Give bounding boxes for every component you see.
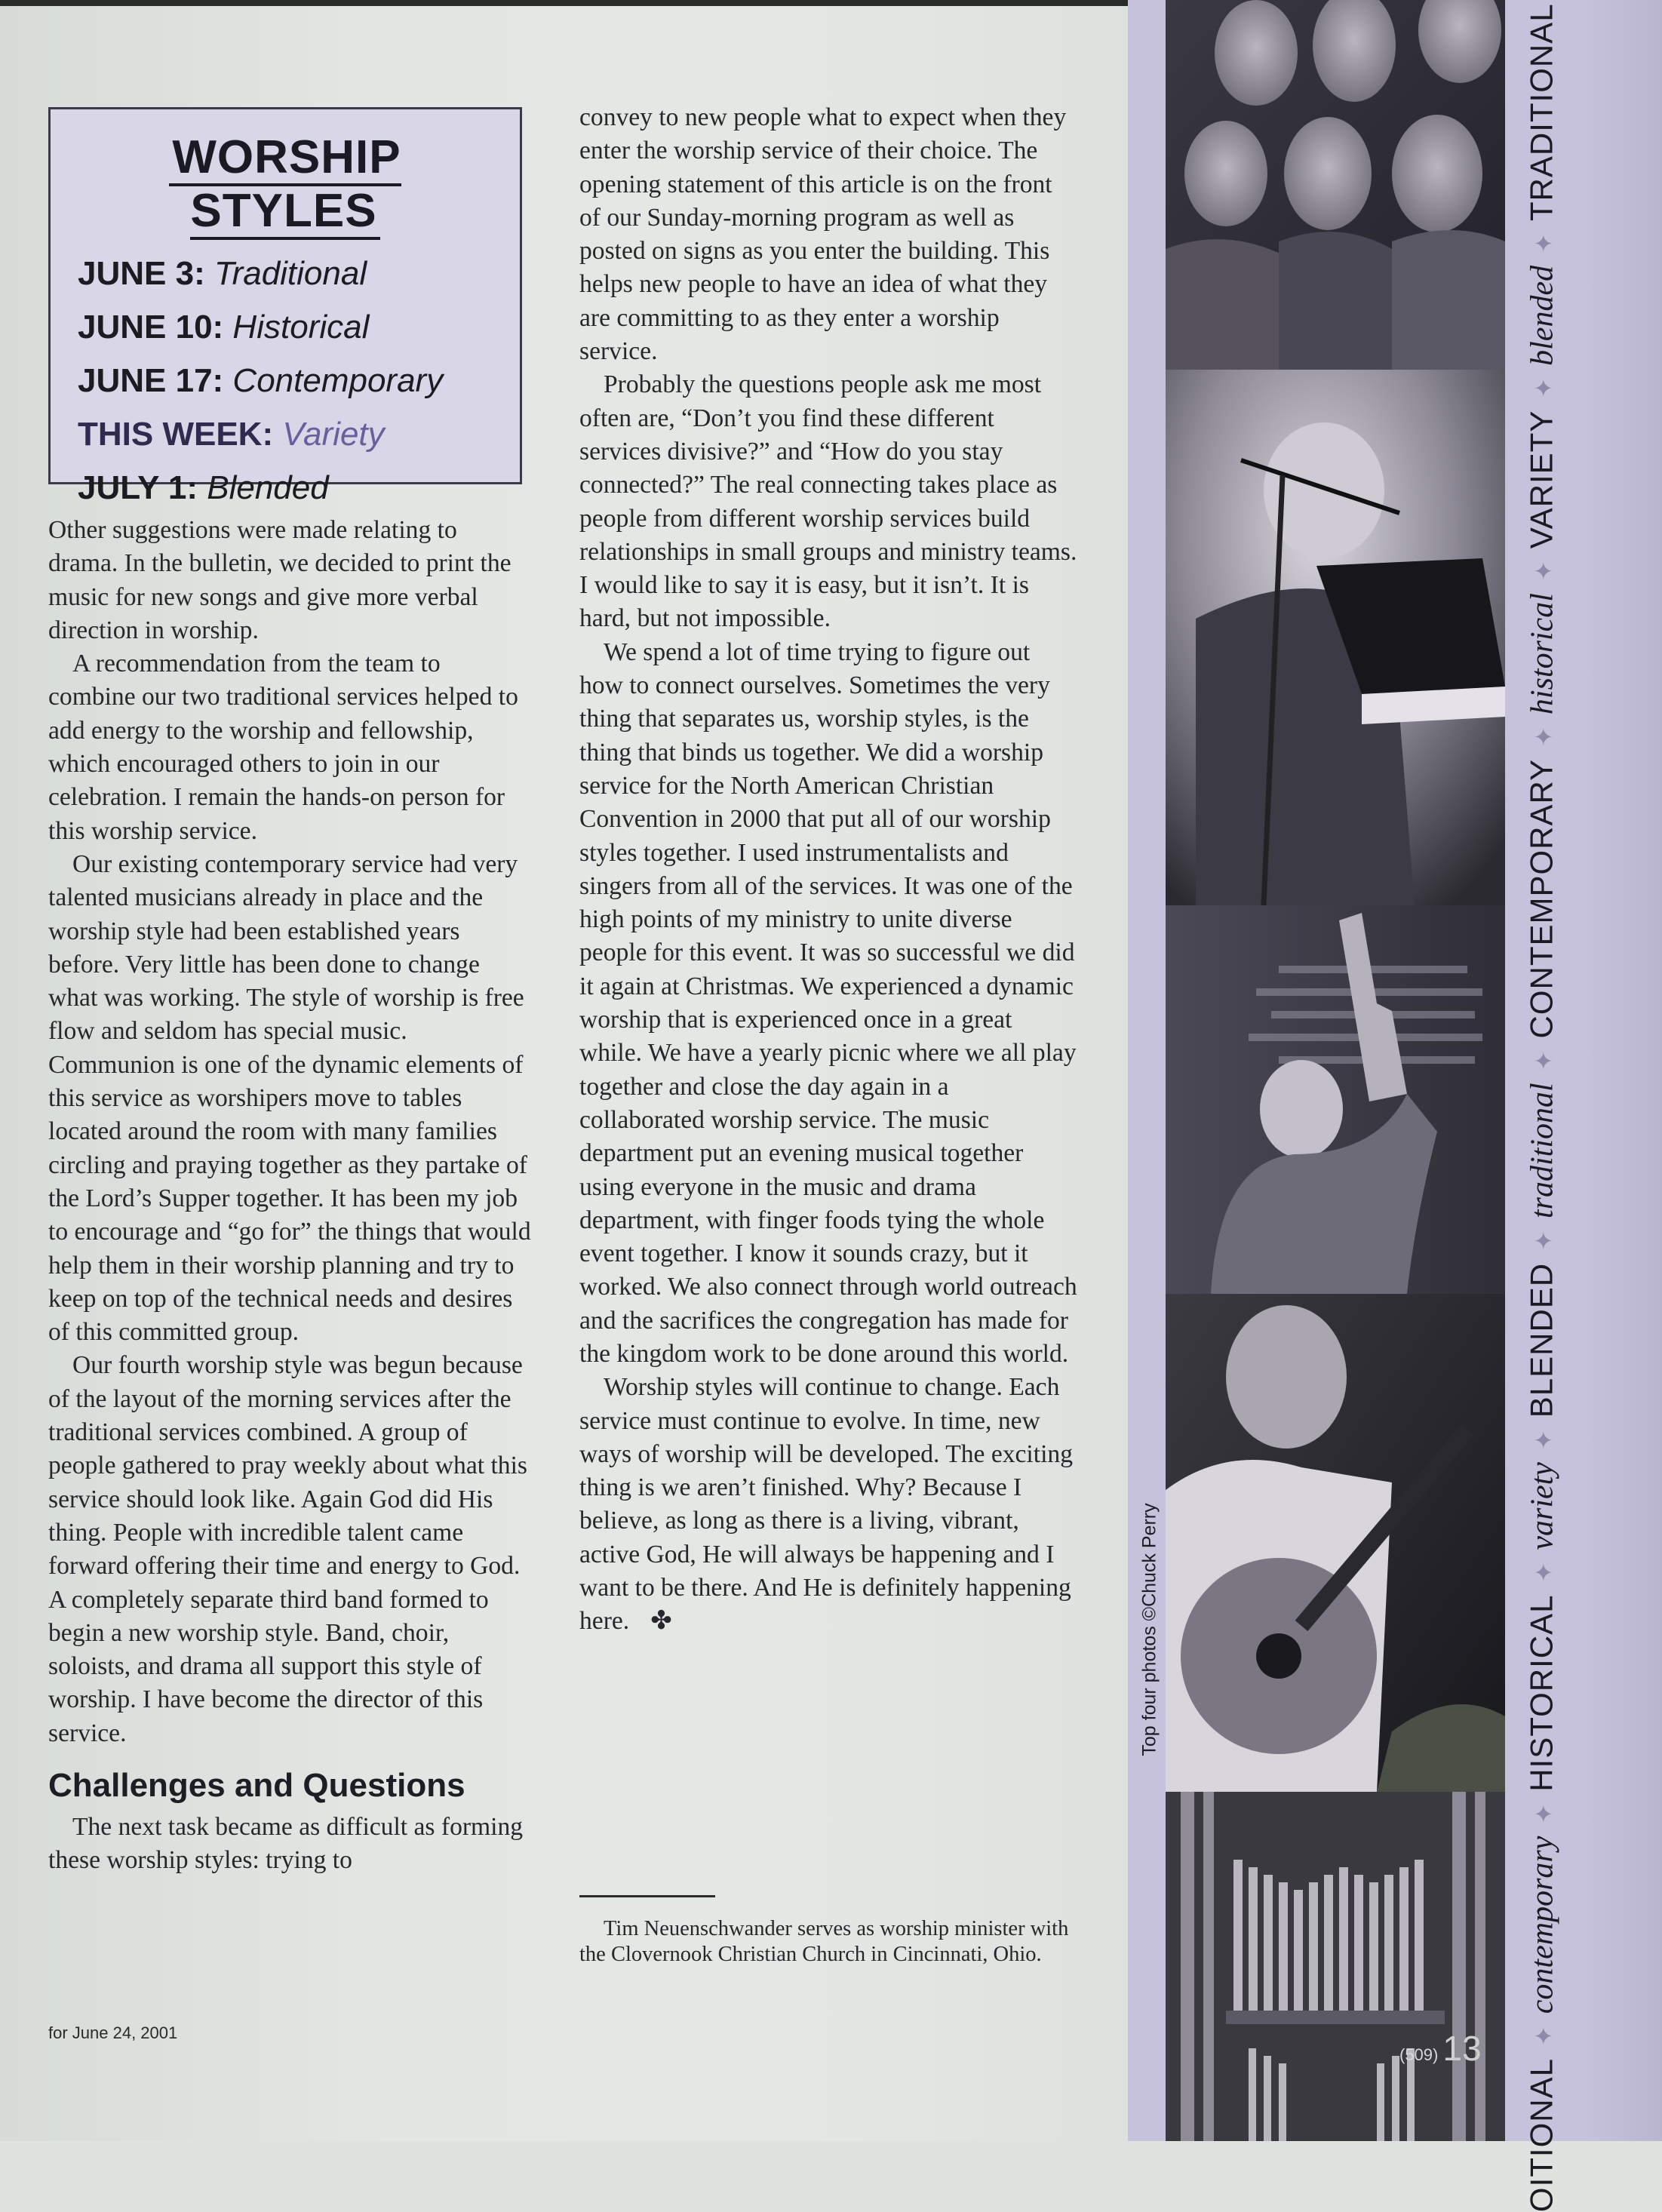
- schedule-style: Variety: [282, 416, 385, 453]
- band-word: HISTORICAL: [1523, 1594, 1559, 1792]
- diamond-separator-icon: ✦: [1529, 233, 1559, 253]
- schedule-date: JUNE 3:: [78, 255, 205, 292]
- diamond-separator-icon: ✦: [1529, 377, 1559, 398]
- paragraph: Other suggestions were made relating to drama. In the bulletin, we decided to print the music for new songs and give more verbal direction in worship.: [48, 516, 512, 644]
- paragraph: Our fourth worship style was begun because of the layout of the morning services after the traditional services combined. A group of people gathered to pray weekly about what this service should look like. Again God did His thing. People with incredible talent came forward offering their time and energy to God. A completely separate third band formed to begin a new worship style. Band, choir, soloists, and drama all support this style of worship. I have become the director of this service.: [48, 1351, 527, 1747]
- band-word: traditional: [1525, 1083, 1560, 1219]
- schedule-date: THIS WEEK:: [78, 416, 274, 453]
- band-background: [1584, 0, 1662, 2141]
- diamond-separator-icon: ✦: [1529, 1230, 1559, 1251]
- schedule-item: [78, 461, 493, 515]
- paragraph: convey to new people what to expect when they enter the worship service of their choice. The opening statement of this article is on the front of our Sunday-morning program as well as posted on signs as you enter the building. This helps new people to have an idea of what they are committing to as they enter a worship service.: [579, 103, 1067, 366]
- band-word: BLENDED: [1523, 1262, 1559, 1418]
- pipe-organ-photo: [1166, 1792, 1505, 2141]
- worship-styles-vertical-band: [1524, 0, 1561, 2212]
- paragraph: The next task became as difficult as forming these worship styles: trying to: [48, 1812, 524, 1875]
- section-subhead: Challenges and Questions: [48, 1766, 465, 1804]
- band-word: CONTEMPORARY: [1523, 758, 1559, 1039]
- schedule-item: [78, 300, 493, 354]
- choir-photo: [1166, 0, 1505, 370]
- band-word: VARIETY: [1523, 410, 1559, 549]
- photo-credit: Top four photos ©Chuck Perry: [1138, 1503, 1160, 1756]
- band-word: TRADITIONAL: [1523, 3, 1559, 222]
- band-word: contemporary: [1525, 1836, 1560, 2014]
- paragraph: A recommendation from the team to combine our two traditional services helped to add energy to the worship and fellowship, which encouraged others to join in our celebration. I remain the hands-on person for this worship service.: [48, 650, 518, 845]
- diamond-separator-icon: ✦: [1529, 561, 1559, 582]
- page-number: [1399, 2028, 1482, 2069]
- paragraph: We spend a lot of time trying to figure out how to connect ourselves. Sometimes the very thing that separates us, worship styles, is the thing that binds us together. We did a worship service for the North American Christian Convention in 2000 that put all of our worship styles together. I used instrumentalists and singers from all of the services. It was one of the high points of my ministry to unite diverse people for this event. It was so successful we did it again at Christmas. We experienced a dynamic worship that is experienced once in a great while. We have a yearly picnic where we all play together and close the day again in a collaborated worship service. The music department put an evening musical together using everyone in the music and drama department, with finger foods tying the whole event together. I know it sounds crazy, but it worked. We also connect through world outreach and the sacrifices the congregation has made for the kingdom work to be done around this world.: [579, 637, 1077, 1368]
- schedule-date: JULY 1:: [78, 469, 198, 506]
- schedule-style: Traditional: [214, 255, 367, 292]
- guitarist-photo: [1166, 1294, 1505, 1792]
- paragraph-text: Worship styles will continue to change. Each service must continue to evolve. In time, new ways of worship will be developed. The exciting thing is we aren’t finished. Why? Because I believe, as long as there is a living, vibrant, active God, He will always be happening and I want to be there. And He is definitely happening here.: [579, 1373, 1074, 1636]
- author-bio: [579, 1916, 1077, 1968]
- pianist-photo: [1166, 370, 1505, 905]
- schedule-date: JUNE 10:: [78, 309, 224, 346]
- end-mark-icon: ✤: [650, 1607, 672, 1636]
- bio-divider: [579, 1895, 715, 1897]
- schedule-style: Blended: [207, 469, 329, 506]
- diamond-separator-icon: ✦: [1529, 1803, 1559, 1824]
- bio-text: Tim Neuenschwander serves as worship minister with the Clovernook Christian Church in Cincinnati, Ohio.: [579, 1917, 1069, 1966]
- article-column-2: [579, 101, 1077, 1639]
- diamond-separator-icon: ✦: [1529, 1050, 1559, 1071]
- schedule-style: Historical: [232, 309, 370, 346]
- issue-date-footer: for June 24, 2001: [48, 2023, 178, 2042]
- paragraph: Probably the questions people ask me most often are, “Don’t you find these different services divisive?” and “How do you stay connected?” The real connecting takes place as people from different worship services build relationships in small groups and ministry teams. I would like to say it is easy, but it isn’t. It is hard, but not impossible.: [579, 370, 1077, 633]
- paragraph: [579, 1371, 1077, 1638]
- schedule-item: [78, 247, 493, 300]
- schedule-item-current: [78, 407, 493, 461]
- diamond-separator-icon: ✦: [1529, 2026, 1559, 2047]
- band-word: blended: [1525, 265, 1560, 366]
- diamond-separator-icon: ✦: [1529, 1430, 1559, 1451]
- paragraph: Our existing contemporary service had very talented musicians already in place and the worship style had been established years before. Very little has been done to change what was working. The style of worship is free flow and seldom has special music. Communion is one of the dynamic elements of this service as worshipers move to tables located around the room with many families circling and praying together as they partake of the Lord’s Supper together. It has been my job to encourage and “go for” the things that would help them in their worship planning and try to keep on top of the technical needs and desires of this committed group.: [48, 849, 531, 1347]
- band-word: historical: [1525, 593, 1560, 715]
- worship-styles-sidebar: [48, 107, 522, 506]
- diamond-separator-icon: ✦: [1529, 1562, 1559, 1583]
- schedule-list: [78, 247, 493, 515]
- band-word: variety: [1525, 1462, 1560, 1550]
- article-column-1: [48, 514, 531, 1878]
- sidebar-title: WORSHIP STYLES: [78, 131, 493, 238]
- schedule-style: Contemporary: [232, 362, 444, 399]
- page-number-value: 13: [1442, 2029, 1482, 2068]
- diamond-separator-icon: ✦: [1529, 727, 1559, 747]
- issue-number: (509): [1399, 2045, 1439, 2064]
- schedule-date: JUNE 17:: [78, 362, 224, 399]
- band-word: OITIONAL: [1523, 2058, 1559, 2212]
- schedule-item: [78, 354, 493, 407]
- worship-leader-photo: [1166, 905, 1505, 1294]
